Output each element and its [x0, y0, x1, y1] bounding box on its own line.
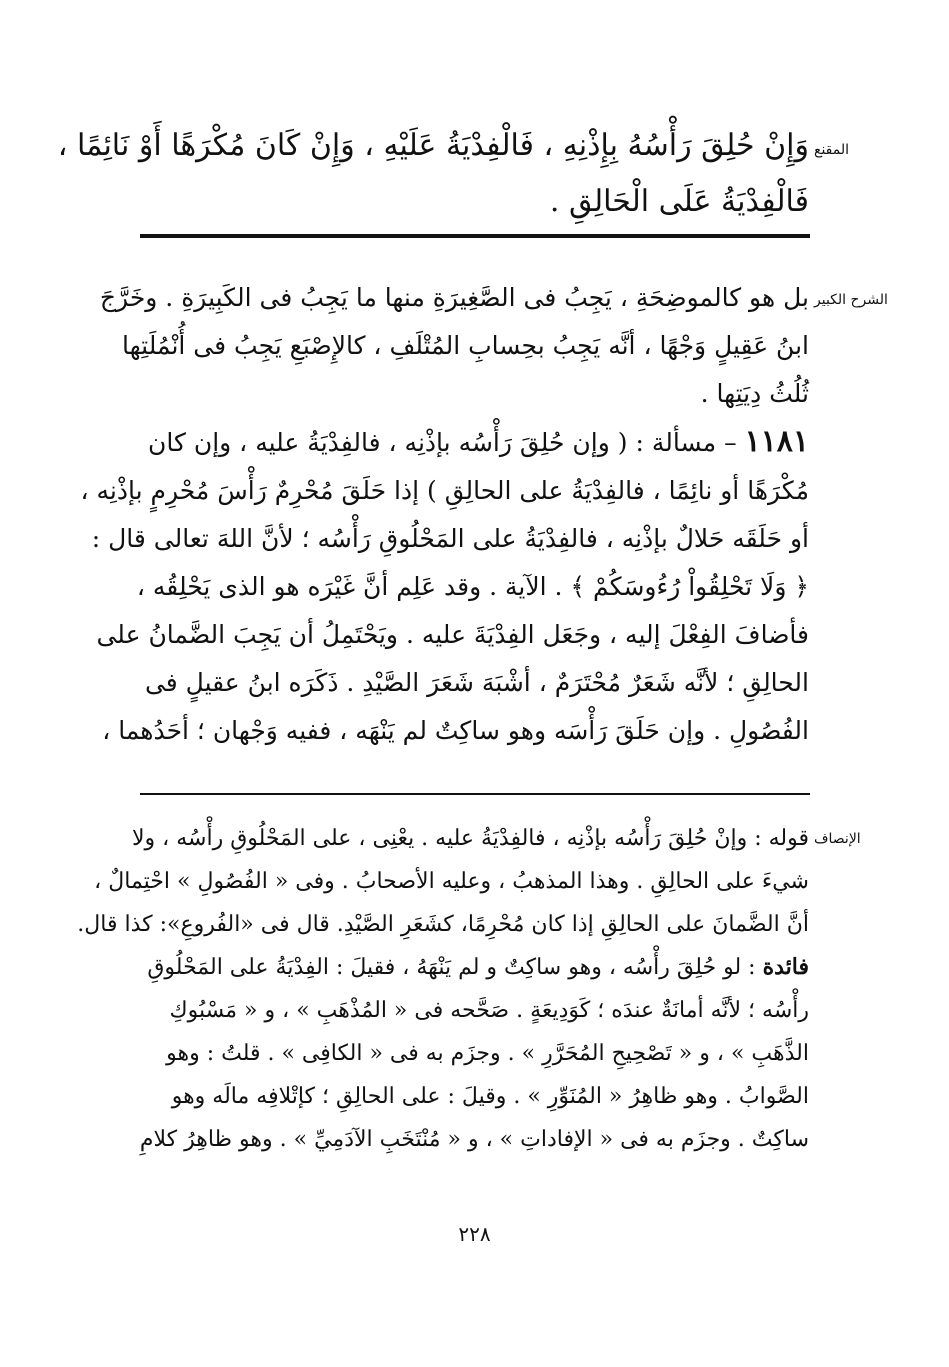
fawaid-line-2: الذَّهَبِ » ، و « تَصْحِيحِ المُحَرَّرِ » . وجزَم به فى « الكافِى » . قلتُ : وهو [166, 1041, 809, 1066]
muqni-text [57, 118, 809, 230]
issue-line-4: فأضافَ الفِعْلَ إليه ، وجَعَل الفِدْيَةَ عليه . ويَحْتَمِلُ أن يَجِبَ الضَّمانُ على [96, 620, 809, 649]
sharh-intro-line-3: ثُلُثُ دِيَتِها . [700, 379, 809, 408]
insaf-line-1: قوله : وإنْ حُلِقَ رَأْسُه بإذْنِه ، فالفِدْيَةُ عليه . يعْنِى ، على المَحْلُوقِ رأْسُه ، ولا [131, 826, 809, 851]
section-divider-thick [140, 234, 810, 238]
issue-number: ١١٨١ [744, 424, 809, 459]
section-divider-thin [140, 793, 810, 795]
fawaid-line-3: الصَّوابُ . وهو ظاهِرُ « المُنَوِّرِ » . وقيلَ : على الحالِقِ ؛ كإتْلافِه مالَه وهو [171, 1084, 809, 1109]
page-number: ٢٢٨ [458, 1222, 491, 1246]
fawaid-line-4: ساكِتٌ . وجزَم به فى « الإفاداتِ » ، و « مُنْتَخَبِ الآدَمِيِّ » . وهو ظاهِرُ كلامِ [139, 1127, 809, 1152]
issue-line-5: الحالِقِ ؛ لأنَّه شَعَرٌ مُحْتَرَمٌ ، أشْبَهَ شَعَرَ الصَّيْدِ . ذَكَرَه ابنُ عقيلٍ فى [144, 668, 809, 697]
muqni-line-2: فَالْفِدْيَةُ عَلَى الْحَالِقِ . [549, 184, 809, 219]
sharh-label: الشرح الكبير [814, 292, 888, 308]
sharh-text [80, 274, 809, 755]
insaf-label: الإنصاف [814, 831, 861, 847]
fawaid-first-line [139, 946, 809, 989]
sharh-intro-line-2: ابنُ عَقِيلٍ وَجْهًا ، أنَّه يَجِبُ بحِسابِ المُتْلَفِ ، كالإِصْبَعِ يَجِبُ فى أُنْمُلَتِها [122, 331, 809, 360]
fawaid-line-1: رأْسُه ؛ لأنَّه أمانَةٌ عندَه ؛ كَوَدِيعَةٍ . صَحَّحه فى « المُذْهَبِ » ، و « مَسْبُوكِ [169, 998, 809, 1023]
muqni-label: المقنع [814, 142, 850, 158]
muqni-line-1: وَإِنْ حُلِقَ رَأْسُهُ بِإِذْنِهِ ، فَالْفِدْيَةُ عَلَيْهِ ، وَإِنْ كَانَ مُكْرَهًا أَوْ نَائِمًا ، [57, 128, 809, 163]
issue-line-6: الفُصُولِ . وإن حَلَقَ رَأْسَه وهو ساكِتٌ لم يَنْهَه ، ففيه وَجْهان ؛ أحَدُهما ، [102, 716, 809, 745]
insaf-text [77, 817, 809, 1161]
sharh-intro-line-1: بل هو كالموضِحَةِ ، يَجِبُ فى الصَّغِيرَةِ منها ما يَجِبُ فى الكَبِيرَةِ . وخَرَّجَ [99, 283, 809, 312]
insaf-line-3: أنَّ الضَّمانَ على الحالِقِ إذا كان مُحْرِمًا، كشَعَرِ الصَّيْدِ. قال فى «الفُروعِ»: كذا قال. [77, 912, 809, 937]
fawaid-label: فائدة [762, 954, 809, 980]
issue-heading-line [139, 418, 809, 467]
issue-heading-rest: – مسألة : ( وإن حُلِقَ رَأْسُه بإذْنِه ، فالفِدْيَةُ عليه ، وإن كان [148, 428, 737, 457]
issue-line-1: مُكْرَهًا أو نائِمًا ، فالفِدْيَةُ على الحالِقِ ) إذا حَلَقَ مُحْرِمٌ رَأْسَ مُحْرِمٍ بإذْنِه ، [80, 476, 809, 505]
fawaid-first-rest: : لو حُلِقَ رأْسُه ، وهو ساكِتٌ و لم يَنْهَهُ ، فقيلَ : الفِدْيَةُ على المَحْلُوقِ [147, 955, 756, 980]
issue-line-2: أو حَلَقَه حَلالٌ بإذْنِه ، فالفِدْيَةُ على المَحْلُوقِ رَأْسُه ؛ لأنَّ اللهَ تعالى قال : [91, 524, 809, 553]
issue-line-3: ﴿ وَلَا تَحْلِقُواْ رُءُوسَكُمْ ﴾ . الآية . وقد عَلِم أنَّ غَيْرَه هو الذى يَحْلِقُه ، [136, 572, 809, 601]
insaf-line-2: شيءَ على الحالِقِ . وهذا المذهبُ ، وعليه الأصحابُ . وفى « الفُصُولِ » احْتِمالٌ ، [94, 869, 809, 894]
